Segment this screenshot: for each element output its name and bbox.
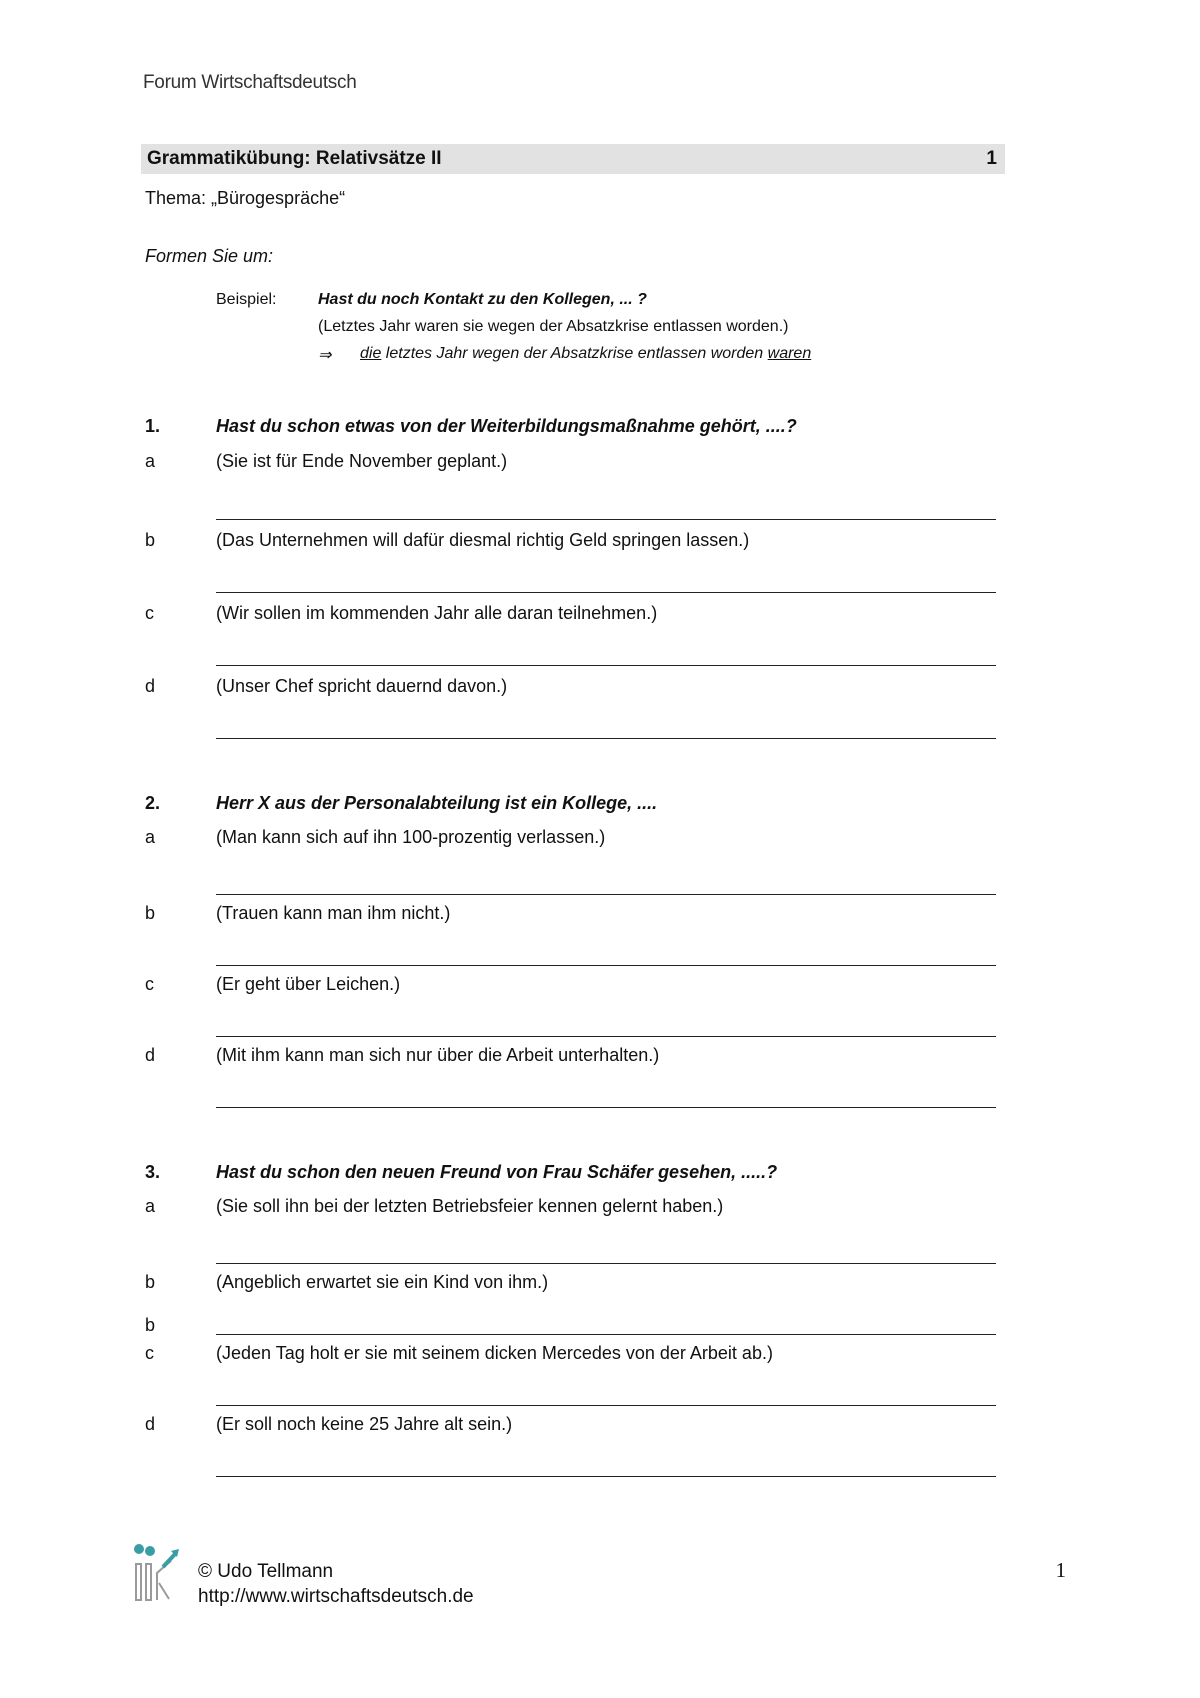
item-prompt: (Wir sollen im kommenden Jahr alle daran teilnehmen.) [216, 603, 658, 623]
thema-line: Thema: „Bürogespräche“ [145, 188, 346, 208]
item-prompt: (Sie ist für Ende November geplant.) [216, 451, 508, 471]
page-title: Grammatikübung: Relativsätze II [147, 148, 442, 169]
answer-line[interactable] [216, 965, 996, 966]
instruction: Formen Sie um: [145, 246, 274, 266]
footer-copyright: © Udo Tellmann [198, 1561, 334, 1582]
example-answer-last: waren [767, 345, 812, 362]
question-number: 2. [145, 793, 161, 813]
item-prompt: (Unser Chef spricht dauernd davon.) [216, 676, 508, 696]
item-letter: a [145, 1196, 156, 1216]
item-letter: d [145, 676, 156, 696]
item-prompt: (Man kann sich auf ihn 100-prozentig verlassen.) [216, 827, 606, 847]
header-title: Forum Wirtschaftsdeutsch [143, 72, 357, 93]
item-prompt: (Er soll noch keine 25 Jahre alt sein.) [216, 1414, 513, 1434]
item-prompt: (Er geht über Leichen.) [216, 974, 401, 994]
item-prompt: (Jeden Tag holt er sie mit seinem dicken Mercedes von der Arbeit ab.) [216, 1343, 773, 1363]
item-letter: b [145, 530, 156, 550]
item-letter-extra: b [145, 1315, 156, 1335]
answer-line[interactable] [216, 519, 996, 520]
item-letter: d [145, 1045, 156, 1065]
item-letter: a [145, 827, 156, 847]
question-number: 3. [145, 1162, 161, 1182]
item-prompt: (Mit ihm kann man sich nur über die Arbeit unterhalten.) [216, 1045, 660, 1065]
item-letter: d [145, 1414, 156, 1434]
answer-line[interactable] [216, 665, 996, 666]
example-answer-middle: letztes Jahr wegen der Absatzkrise entlassen worden [381, 345, 768, 362]
example-answer [360, 345, 811, 363]
question-number: 1. [145, 416, 161, 436]
title-bar [141, 144, 1005, 174]
arrow-icon: ⇒ [318, 347, 332, 364]
answer-line[interactable] [216, 1405, 996, 1406]
example-question: Hast du noch Kontakt zu den Kollegen, ... ? [318, 291, 647, 308]
publisher-logo-icon [133, 1543, 183, 1605]
example-hint: (Letztes Jahr waren sie wegen der Absatzkrise entlassen worden.) [318, 318, 789, 335]
item-prompt: (Trauen kann man ihm nicht.) [216, 903, 451, 923]
page-number: 1 [1055, 1558, 1066, 1582]
answer-line[interactable] [216, 592, 996, 593]
item-letter: b [145, 1272, 156, 1292]
answer-line[interactable] [216, 1334, 996, 1335]
answer-line[interactable] [216, 1476, 996, 1477]
title-number: 1 [986, 148, 997, 169]
example-answer-first: die [360, 345, 382, 362]
answer-line[interactable] [216, 1036, 996, 1037]
answer-line[interactable] [216, 1263, 996, 1264]
footer-url[interactable]: http://www.wirtschaftsdeutsch.de [198, 1586, 474, 1607]
answer-line[interactable] [216, 1107, 996, 1108]
question-text: Hast du schon etwas von der Weiterbildungsmaßnahme gehört, ....? [216, 416, 797, 436]
item-letter: c [145, 1343, 154, 1363]
question-text: Hast du schon den neuen Freund von Frau Schäfer gesehen, .....? [216, 1162, 778, 1182]
item-letter: b [145, 903, 156, 923]
answer-line[interactable] [216, 894, 996, 895]
item-prompt: (Das Unternehmen will dafür diesmal richtig Geld springen lassen.) [216, 530, 750, 550]
item-letter: a [145, 451, 156, 471]
answer-line[interactable] [216, 738, 996, 739]
question-text: Herr X aus der Personalabteilung ist ein Kollege, .... [216, 793, 658, 813]
item-prompt: (Angeblich erwartet sie ein Kind von ihm.) [216, 1272, 549, 1292]
example-label: Beispiel: [216, 291, 277, 308]
item-letter: c [145, 974, 154, 994]
item-prompt: (Sie soll ihn bei der letzten Betriebsfeier kennen gelernt haben.) [216, 1196, 724, 1216]
item-letter: c [145, 603, 154, 623]
